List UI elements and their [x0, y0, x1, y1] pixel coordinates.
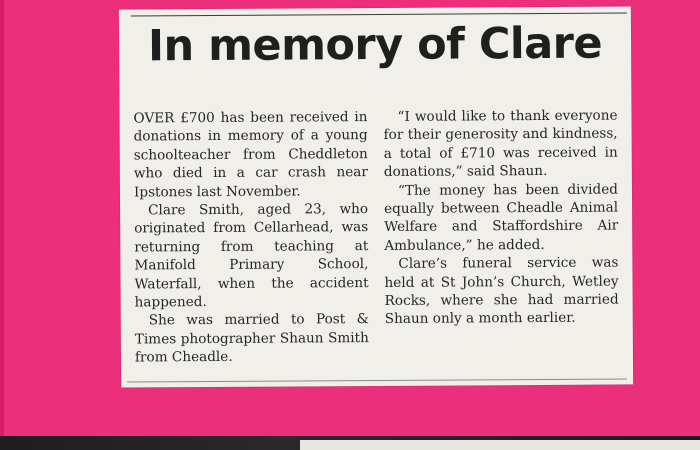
paragraph-1: OVER £700 has been received in donations in memory of a young schoolteacher from Cheddleton who died in a car crash near Ipstones last November. — [133, 109, 368, 201]
headline: In memory of Clare — [147, 18, 603, 72]
newspaper-clipping — [119, 6, 633, 387]
paragraph-6: Clare’s funeral service was held at St John’s Church, Wetley Rocks, where she had married Shaun only a month earlier. — [384, 254, 619, 328]
left-column — [133, 108, 369, 367]
paragraph-4: “I would like to thank everyone for their generosity and kindness, a total of £710 was received in donations,” said Shaun. — [383, 107, 618, 181]
paper-edge-sliver — [300, 440, 700, 450]
paragraph-5: “The money has been divided equally between Cheadle Animal Welfare and Staffordshire Air Ambulance,” he added. — [384, 181, 619, 254]
board-edge — [0, 0, 4, 436]
bottom-rule — [127, 378, 627, 382]
paragraph-2: Clare Smith, aged 23, who originated from Cellarhead, was returning from teaching at Manifold Primary School, Waterfall, when the accident happened. — [134, 201, 369, 311]
paragraph-3: She was married to Post & Times photographer Shaun Smith from Cheadle. — [134, 311, 369, 366]
right-column — [383, 107, 618, 329]
top-rule — [131, 12, 627, 16]
